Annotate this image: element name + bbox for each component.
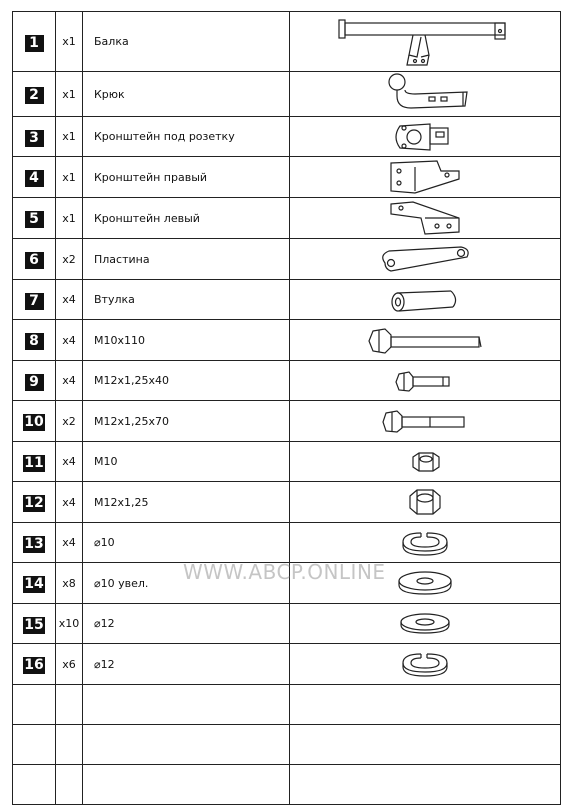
parts-row: [13, 239, 561, 280]
part-image-cell: [290, 604, 561, 644]
empty-row: [13, 765, 561, 805]
parts-row: [13, 401, 561, 442]
part-number-badge: 3: [25, 130, 44, 147]
part-name: Кронштейн левый: [83, 198, 290, 239]
part-number-cell: [13, 604, 56, 644]
empty-cell: [290, 725, 561, 765]
large-nut-icon: [290, 486, 560, 518]
parts-row: [13, 72, 561, 117]
medium-bolt-icon: [290, 407, 560, 435]
part-number-cell: [13, 239, 56, 280]
spring-washer-icon: [290, 650, 560, 678]
part-quantity: x4: [56, 361, 83, 401]
part-quantity: x4: [56, 320, 83, 361]
part-name: Балка: [83, 12, 290, 72]
empty-cell: [13, 685, 56, 725]
part-number-badge: 11: [24, 454, 44, 471]
part-number-badge: 6: [25, 252, 44, 269]
part-number-badge: 12: [24, 495, 44, 511]
parts-list-body: [13, 12, 561, 805]
parts-row: [13, 198, 561, 239]
part-quantity: x1: [56, 157, 83, 198]
empty-cell: [56, 725, 83, 765]
part-number-cell: [13, 198, 56, 239]
part-image-cell: [290, 117, 561, 157]
part-number-cell: [13, 280, 56, 320]
part-name: M12x1,25x40: [83, 361, 290, 401]
part-image-cell: [290, 12, 561, 72]
part-name: Крюк: [83, 72, 290, 117]
part-number-badge: 15: [24, 616, 44, 633]
parts-row: [13, 280, 561, 320]
part-number-cell: [13, 442, 56, 482]
part-quantity: x4: [56, 442, 83, 482]
part-quantity: x1: [56, 117, 83, 157]
empty-row: [13, 685, 561, 725]
part-name: ⌀12: [83, 604, 290, 644]
empty-row: [13, 725, 561, 765]
part-number-cell: [13, 157, 56, 198]
empty-cell: [290, 765, 561, 805]
part-name: M10x110: [83, 320, 290, 361]
part-number-badge: 1: [25, 35, 44, 52]
part-number-cell: [13, 320, 56, 361]
small-nut-icon: [290, 449, 560, 475]
part-name: M12x1,25x70: [83, 401, 290, 442]
part-quantity: x6: [56, 644, 83, 685]
part-number-badge: 9: [25, 374, 44, 391]
part-name: Кронштейн правый: [83, 157, 290, 198]
empty-cell: [56, 685, 83, 725]
part-number-cell: [13, 482, 56, 523]
part-image-cell: [290, 280, 561, 320]
parts-row: [13, 361, 561, 401]
part-number-cell: [13, 361, 56, 401]
parts-row: [13, 523, 561, 563]
part-image-cell: [290, 239, 561, 280]
spring-washer-icon: [290, 529, 560, 557]
parts-row: [13, 320, 561, 361]
part-number-cell: [13, 72, 56, 117]
socket-bracket-icon: [290, 120, 560, 154]
part-number-badge: 4: [25, 170, 44, 187]
part-quantity: x10: [56, 604, 83, 644]
parts-row: [13, 117, 561, 157]
left-bracket-icon: [290, 198, 560, 238]
watermark: WWW.ABCP.ONLINE: [183, 560, 386, 584]
part-number-cell: [13, 644, 56, 685]
part-quantity: x8: [56, 563, 83, 604]
part-number-badge: 5: [25, 211, 44, 228]
part-name: ⌀10: [83, 523, 290, 563]
part-number-badge: 2: [25, 87, 44, 104]
part-number-badge: 13: [24, 535, 44, 552]
part-number-cell: [13, 401, 56, 442]
part-image-cell: [290, 523, 561, 563]
short-bolt-icon: [290, 369, 560, 393]
part-quantity: x1: [56, 72, 83, 117]
part-image-cell: [290, 644, 561, 685]
part-name: M12x1,25: [83, 482, 290, 523]
empty-cell: [83, 685, 290, 725]
flat-washer-icon: [290, 611, 560, 637]
part-image-cell: [290, 198, 561, 239]
part-name: Кронштейн под розетку: [83, 117, 290, 157]
empty-cell: [13, 725, 56, 765]
tow-ball-hook-icon: [290, 72, 560, 116]
part-name: ⌀12: [83, 644, 290, 685]
part-quantity: x1: [56, 12, 83, 72]
part-number-cell: [13, 12, 56, 72]
long-bolt-icon: [290, 325, 560, 355]
part-quantity: x1: [56, 198, 83, 239]
part-number-cell: [13, 117, 56, 157]
part-number-badge: 8: [25, 333, 44, 350]
part-name: M10: [83, 442, 290, 482]
part-image-cell: [290, 361, 561, 401]
parts-row: [13, 157, 561, 198]
part-number-cell: [13, 563, 56, 604]
empty-cell: [56, 765, 83, 805]
empty-cell: [83, 725, 290, 765]
right-bracket-icon: [290, 157, 560, 197]
part-quantity: x2: [56, 401, 83, 442]
part-name: Пластина: [83, 239, 290, 280]
part-image-cell: [290, 157, 561, 198]
empty-cell: [290, 685, 561, 725]
part-quantity: x4: [56, 523, 83, 563]
part-image-cell: [290, 72, 561, 117]
sleeve-icon: [290, 285, 560, 315]
part-image-cell: [290, 442, 561, 482]
part-name: ⌀10 увел.: [83, 563, 290, 604]
part-number-badge: 16: [24, 657, 44, 673]
part-name: Втулка: [83, 280, 290, 320]
part-number-badge: 10: [24, 414, 44, 430]
part-quantity: x4: [56, 482, 83, 523]
tow-bar-beam-icon: [290, 15, 560, 69]
parts-row: [13, 644, 561, 685]
part-image-cell: [290, 563, 561, 604]
part-image-cell: [290, 320, 561, 361]
empty-cell: [13, 765, 56, 805]
part-number-cell: [13, 523, 56, 563]
part-number-badge: 14: [24, 576, 44, 592]
part-image-cell: [290, 401, 561, 442]
part-image-cell: [290, 482, 561, 523]
parts-row: [13, 12, 561, 72]
plate-icon: [290, 243, 560, 275]
parts-row: [13, 442, 561, 482]
part-quantity: x2: [56, 239, 83, 280]
parts-list-table: [12, 11, 561, 805]
parts-row: [13, 563, 561, 604]
parts-row: [13, 482, 561, 523]
part-number-badge: 7: [25, 293, 44, 310]
part-quantity: x4: [56, 280, 83, 320]
large-flat-washer-icon: [290, 569, 560, 597]
parts-row: [13, 604, 561, 644]
empty-cell: [83, 765, 290, 805]
